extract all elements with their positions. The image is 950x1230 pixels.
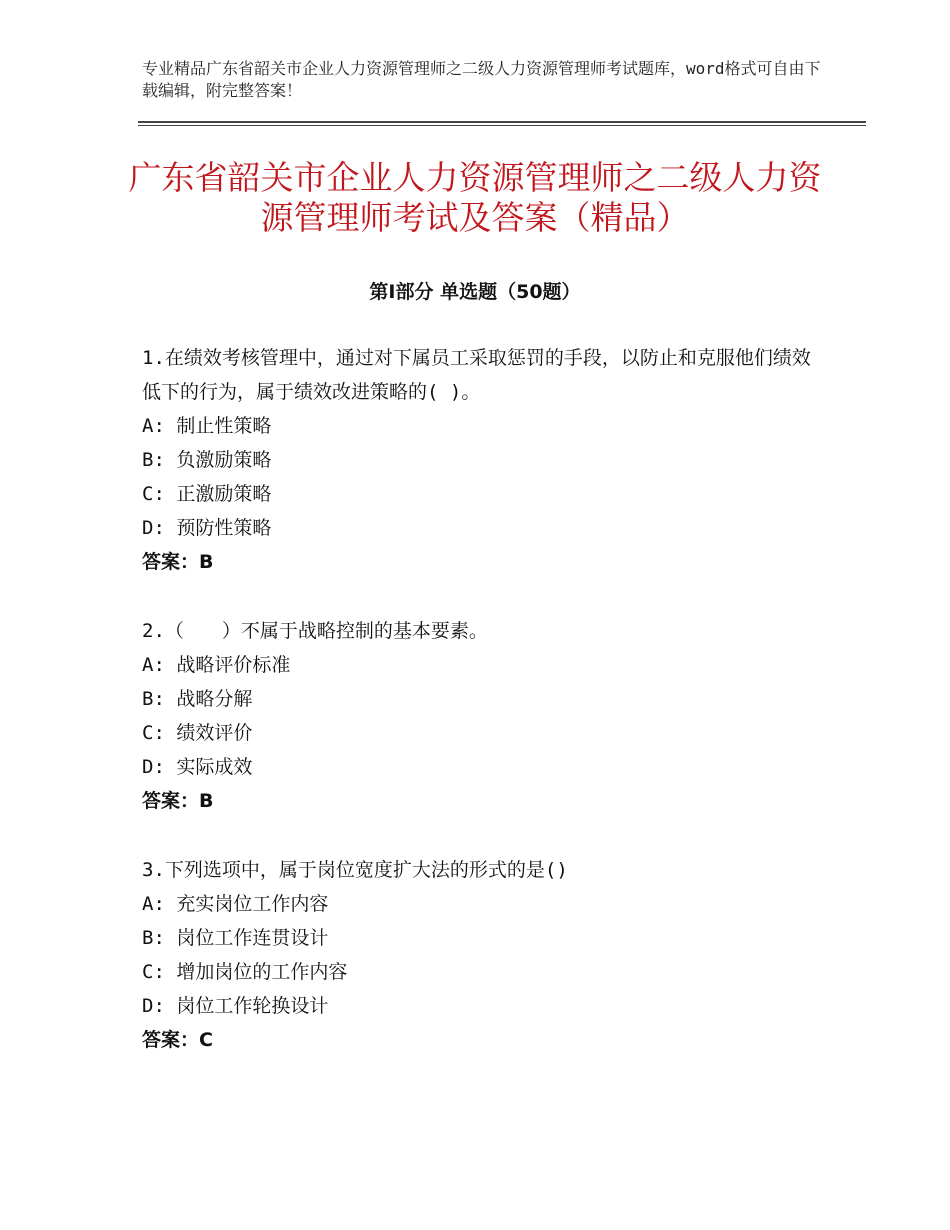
option-c: C: 正激励策略 (142, 483, 272, 505)
header-divider-thin (138, 125, 866, 126)
option-d: D: 预防性策略 (142, 517, 272, 539)
header-note: 专业精品广东省韶关市企业人力资源管理师之二级人力资源管理师考试题库，word格式可自由下载编辑，附完整答案！ (142, 59, 821, 100)
answer: 答案：C (142, 1029, 213, 1051)
option-a: A: 战略评价标准 (142, 654, 291, 676)
option-b: B: 战略分解 (142, 688, 253, 710)
question-3 (142, 853, 822, 1057)
question-text: 3.下列选项中，属于岗位宽度扩大法的形式的是() (142, 859, 568, 881)
answer: 答案：B (142, 790, 214, 812)
document-title: 广东省韶关市企业人力资源管理师之二级人力资源管理师考试及答案（精品） (128, 158, 822, 237)
option-d: D: 岗位工作轮换设计 (142, 995, 329, 1017)
answer: 答案：B (142, 551, 214, 573)
question-text: 1.在绩效考核管理中，通过对下属员工采取惩罚的手段，以防止和克服他们绩效低下的行为，属于绩效改进策略的( )。 (142, 347, 811, 403)
option-a: A: 充实岗位工作内容 (142, 893, 329, 915)
option-c: C: 增加岗位的工作内容 (142, 961, 348, 983)
option-b: B: 负激励策略 (142, 449, 272, 471)
option-a: A: 制止性策略 (142, 415, 272, 437)
option-b: B: 岗位工作连贯设计 (142, 927, 329, 949)
option-d: D: 实际成效 (142, 756, 253, 778)
section-title: 第Ⅰ部分 单选题（50题） (369, 281, 581, 303)
question-2 (142, 614, 822, 818)
header-divider (138, 121, 866, 123)
question-text: 2.（ ）不属于战略控制的基本要素。 (142, 620, 488, 642)
question-1 (142, 341, 822, 579)
option-c: C: 绩效评价 (142, 722, 253, 744)
